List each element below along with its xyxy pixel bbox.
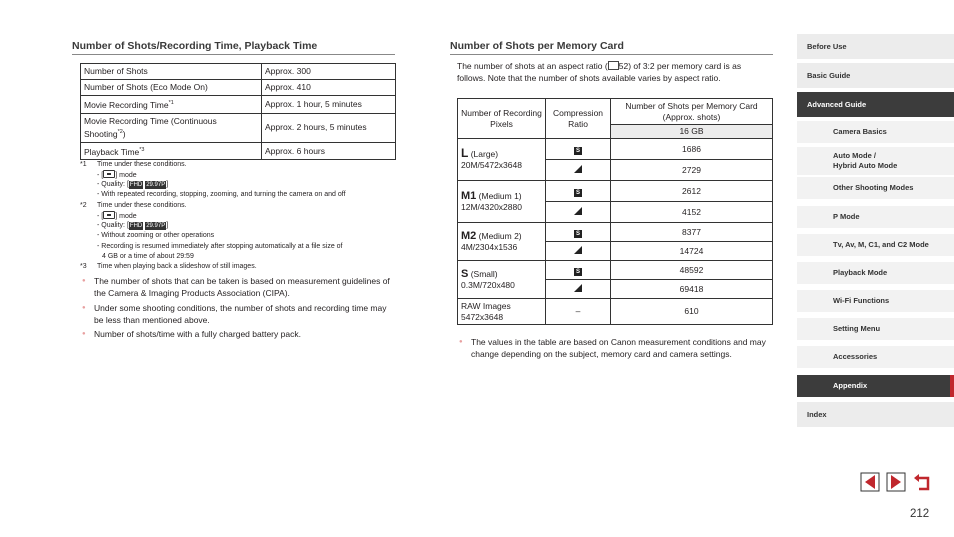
prev-page-icon[interactable] [860,472,880,492]
pixels-cell: M1 (Medium 1) 12M/4320x2880 [458,181,546,223]
shots-cell: 610 [611,299,773,325]
table-cell-label: Number of Shots [81,64,262,80]
movie-mode-icon [103,211,115,219]
footnote-2-condition: - Without zooming or other operations [97,232,215,239]
table-row [458,261,773,280]
table-row [81,113,396,142]
superfine-cell [546,223,611,242]
section-heading-shots-time: Number of Shots/Recording Time, Playback Time [72,40,395,55]
footnote-1-mode: - [ ] mode [97,172,137,179]
fine-cell [546,160,611,181]
shots-cell: 2729 [611,160,773,181]
table-cell-label: Playback Time$^{*3}$ [81,142,262,160]
pixels-cell: S (Small) 0.3M/720x480 [458,261,546,299]
fine-cell [546,202,611,223]
nav-before-use[interactable]: Before Use [797,34,954,59]
superfine-icon: S [575,147,580,154]
nav-accessories[interactable]: Accessories [797,346,954,368]
shots-cell: 1686 [611,139,773,160]
table-cell-value: Approx. 1 hour, 5 minutes [262,96,396,114]
nav-index[interactable]: Index [797,402,954,427]
table-cell-label: Movie Recording Time$^{*1}$ [81,96,262,114]
shots-cell: 69418 [611,280,773,299]
nav-appendix[interactable]: Appendix [797,375,954,397]
size-large-icon: L [461,146,469,160]
footnote-ref: *2 [117,128,123,135]
footnote-2-mode: - [ ] mode [97,213,137,220]
movie-size-icon: FHD [129,223,143,229]
intro-paragraph: The number of shots at an aspect ratio ( 52) of 3:2 per memory card is as follows. Note that the number of shots available varies by aspect ratio. [457,61,742,83]
shots-cell: 2612 [611,181,773,202]
superfine-cell [546,139,611,160]
footnote-ref: *1 [168,100,174,106]
note-bullet: ● Number of shots/time with a fully charged battery pack. [94,329,394,341]
next-page-icon[interactable] [886,472,906,492]
size-medium2-icon: M2 [461,229,477,242]
frame-rate-icon: 29.97P [146,223,166,229]
footnote-1-condition: - With repeated recording, stopping, zooming, and turning the camera on and off [97,191,346,198]
pixels-cell: M2 (Medium 2) 4M/2304x1536 [458,223,546,261]
footnote-ref: *3 [139,146,145,153]
memory-card-table [457,98,773,325]
table-cell-label: Movie Recording Time (Continuous Shooting$^{*2}$) [81,113,262,142]
page-reference-link[interactable]: 52 [618,61,629,71]
page-number: 212 [910,508,930,520]
superfine-icon: S [575,189,580,196]
nav-auto-mode[interactable]: Auto Mode / Hybrid Auto Mode [797,147,954,175]
table-header-row [458,99,773,125]
col-header-16gb: 16 GB [611,125,773,139]
table-row [458,299,773,325]
superfine-cell [546,181,611,202]
nav-other-shooting-modes[interactable]: Other Shooting Modes [797,177,954,199]
shots-cell: 8377 [611,223,773,242]
superfine-icon: S [575,230,580,237]
table-cell-value: Approx. 300 [262,64,396,80]
active-marker [950,375,954,397]
nav-basic-guide[interactable]: Basic Guide [797,63,954,88]
table-cell-value: Approx. 410 [262,80,396,96]
nav-p-mode[interactable]: P Mode [797,206,954,228]
note-bullet: ● Under some shooting conditions, the number of shots and recording time may be less than mentioned above. [94,303,394,326]
footnote-2-quality: - Quality: [FHD 29.97P] [97,222,169,229]
section-heading-memory-card: Number of Shots per Memory Card [450,40,773,55]
note-bullet: ● The values in the table are based on Canon measurement conditions and may change depending on the subject, memory card and camera settings. [471,337,771,360]
shots-cell: 4152 [611,202,773,223]
fine-cell [546,280,611,299]
size-small-icon: S [461,267,469,280]
table-row [458,181,773,202]
nav-camera-basics[interactable]: Camera Basics [797,121,954,143]
superfine-cell [546,261,611,280]
movie-size-icon: FHD [129,182,143,188]
nav-tv-av-m-mode[interactable]: Tv, Av, M, C1, and C2 Mode [797,234,954,256]
fine-icon [574,246,582,254]
nav-playback-mode[interactable]: Playback Mode [797,262,954,284]
note-bullet: ● The number of shots that can be taken is based on measurement guidelines of the Camera & Imaging Products Association (CIPA). [94,276,394,299]
col-header-pixels: Number of Recording Pixels [458,99,546,139]
table-row [81,96,396,114]
footnote-2-note-cont: 4 GB or a time of about 29:59 [102,253,194,260]
frame-rate-icon: 29.97P [146,182,166,188]
table-cell-label: Number of Shots (Eco Mode On) [81,80,262,96]
pixels-cell: L (Large) 20M/5472x3648 [458,139,546,181]
table-row [458,139,773,160]
nav-advanced-guide[interactable]: Advanced Guide [797,92,954,117]
compression-cell: – [546,299,611,325]
book-reference-icon [608,61,619,70]
superfine-icon: S [575,268,580,275]
table-row [458,223,773,242]
footnote-2-note: - Recording is resumed immediately after stopping automatically at a file size of [97,243,343,250]
table-cell-value: Approx. 6 hours [262,142,396,160]
table-row [81,80,396,96]
size-medium1-icon: M1 [461,189,477,202]
nav-setting-menu[interactable]: Setting Menu [797,318,954,340]
col-header-compression: Compression Ratio [546,99,611,139]
pixels-cell: RAW Images 5472x3648 [458,299,546,325]
table-row [81,64,396,80]
nav-wifi-functions[interactable]: Wi-Fi Functions [797,290,954,312]
table-cell-value: Approx. 2 hours, 5 minutes [262,113,396,142]
movie-mode-icon [103,170,115,178]
shots-cell: 14724 [611,242,773,261]
footnote-1-quality: - Quality: [FHD 29.97P] [97,181,169,188]
col-header-shots: Number of Shots per Memory Card (Approx. shots) [611,99,773,125]
fine-icon [574,284,582,292]
fine-cell [546,242,611,261]
shots-cell: 48592 [611,261,773,280]
shots-time-table [80,63,396,160]
return-icon[interactable] [912,472,932,492]
fine-icon [574,207,582,215]
fine-icon [574,165,582,173]
table-row [81,142,396,160]
